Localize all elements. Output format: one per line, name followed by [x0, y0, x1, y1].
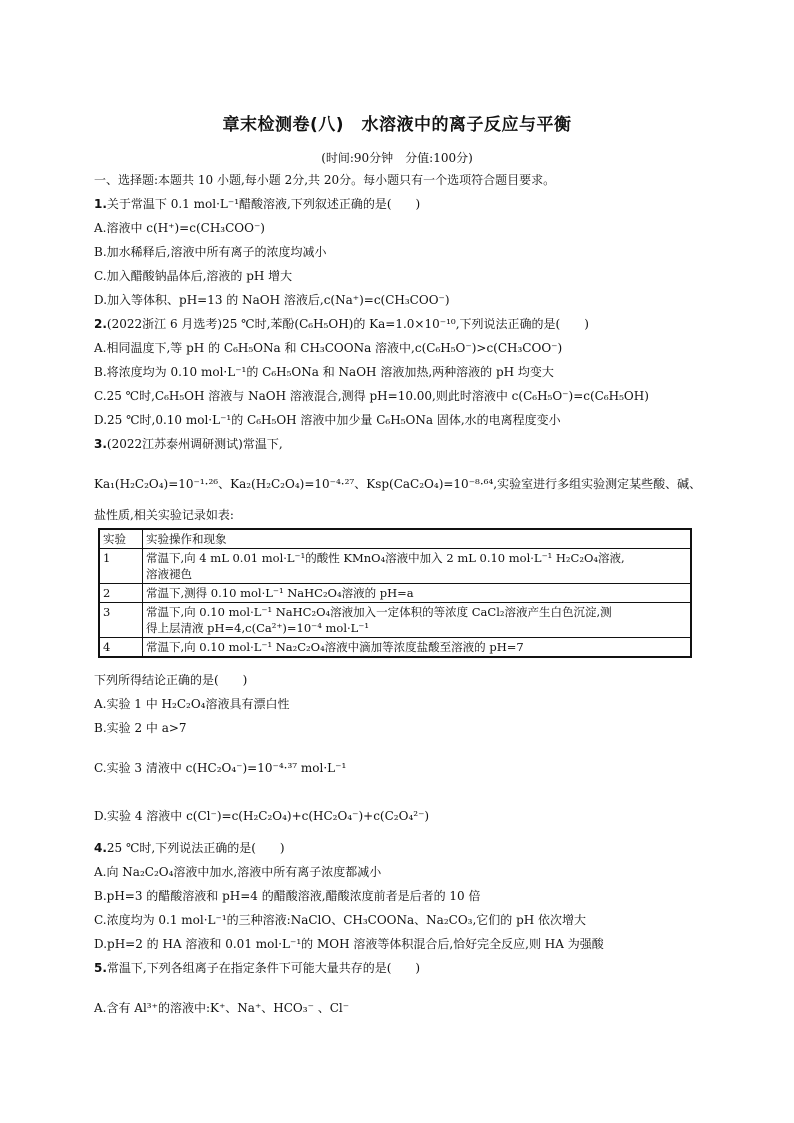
question-number: 4. [94, 841, 107, 855]
table-cell-line: 常温下,向 0.10 mol·L⁻¹ Na₂C₂O₄溶液中滴加等浓度盐酸至溶液的 pH=7 [146, 640, 524, 654]
question-text: 关于常温下 0.1 mol·L⁻¹醋酸溶液,下列叙述正确的是( ) [106, 197, 421, 211]
q3-option-b: B.实验 2 中 a>7 [94, 721, 187, 735]
question-4-stem [94, 840, 714, 856]
question-5-stem [94, 960, 714, 976]
q1-option-c: C.加入醋酸钠晶体后,溶液的 pH 增大 [94, 269, 293, 283]
question-number: 5. [94, 961, 107, 975]
exam-time-score: (时间:90分钟 分值:100分) [321, 151, 473, 165]
q3-constants: Ka₁(H₂C₂O₄)=10⁻¹·²⁶、Ka₂(H₂C₂O₄)=10⁻⁴·²⁷、Ksp(CaC₂O₄)=10⁻⁸·⁶⁴,实验室进行多组实验测定某些酸、碱、 [94, 477, 702, 491]
question-text: 25 ℃时,下列说法正确的是( ) [106, 841, 285, 855]
q1-option-d: D.加入等体积、pH=13 的 NaOH 溶液后,c(Na⁺)=c(CH₃COO⁻) [94, 293, 450, 307]
q3-stem-continued: 盐性质,相关实验记录如表: [94, 508, 234, 522]
table-cell-id: 4 [99, 638, 143, 658]
table-row [99, 638, 691, 658]
question-1-stem [94, 196, 714, 212]
question-2-stem [94, 316, 714, 332]
table-header-row [99, 529, 691, 549]
experiment-table [98, 528, 692, 658]
table-cell-id: 3 [99, 603, 143, 638]
table-cell-line: 溶液褪色 [146, 567, 192, 581]
q4-option-a: A.向 Na₂C₂O₄溶液中加水,溶液中所有离子浓度都减小 [94, 865, 382, 879]
q4-option-c: C.浓度均为 0.1 mol·L⁻¹的三种溶液:NaClO、CH₃COONa、Na₂CO₃,它们的 pH 依次增大 [94, 913, 587, 927]
table-row [99, 549, 691, 584]
table-cell-desc [143, 549, 692, 584]
table-cell-id: 2 [99, 584, 143, 603]
table-cell-line: 得上层清液 pH=4,c(Ca²⁺)=10⁻⁴ mol·L⁻¹ [146, 621, 369, 635]
table-row [99, 603, 691, 638]
page-title: 章末检测卷(八) 水溶液中的离子反应与平衡 [222, 115, 572, 135]
table-cell-desc [143, 603, 692, 638]
table-cell-desc [143, 584, 692, 603]
q2-option-b: B.将浓度均为 0.10 mol·L⁻¹的 C₆H₅ONa 和 NaOH 溶液加热,两种溶液的 pH 均变大 [94, 365, 554, 379]
table-row [99, 584, 691, 603]
question-number: 2. [94, 317, 107, 331]
table-cell-line: 常温下,向 4 mL 0.01 mol·L⁻¹的酸性 KMnO₄溶液中加入 2 mL 0.10 mol·L⁻¹ H₂C₂O₄溶液, [146, 551, 625, 565]
q2-option-d: D.25 ℃时,0.10 mol·L⁻¹的 C₆H₅OH 溶液中加少量 C₆H₅ONa 固体,水的电离程度变小 [94, 413, 561, 427]
q5-option-a: A.含有 Al³⁺的溶液中:K⁺、Na⁺、HCO₃⁻ 、Cl⁻ [94, 1001, 350, 1015]
q3-option-d: D.实验 4 溶液中 c(Cl⁻)=c(H₂C₂O₄)+c(HC₂O₄⁻)+c(C₂O₄²⁻) [94, 809, 430, 823]
q1-option-b: B.加水稀释后,溶液中所有离子的浓度均减小 [94, 245, 327, 259]
table-cell-line: 常温下,向 0.10 mol·L⁻¹ NaHC₂O₄溶液加入一定体积的等浓度 CaCl₂溶液产生白色沉淀,测 [146, 605, 612, 619]
question-text: (2022江苏泰州调研测试)常温下, [106, 437, 283, 451]
question-text: 常温下,下列各组离子在指定条件下可能大量共存的是( ) [106, 961, 421, 975]
q4-option-b: B.pH=3 的醋酸溶液和 pH=4 的醋酸溶液,醋酸浓度前者是后者的 10 倍 [94, 889, 481, 903]
question-number: 1. [94, 197, 107, 211]
q3-conclusion: 下列所得结论正确的是( ) [94, 673, 248, 687]
section-heading: 一、选择题:本题共 10 小题,每小题 2分,共 20分。每小题只有一个选项符合题目要求。 [94, 173, 556, 187]
table-cell-line: 常温下,测得 0.10 mol·L⁻¹ NaHC₂O₄溶液的 pH=a [146, 586, 414, 600]
q3-option-c: C.实验 3 清液中 c(HC₂O₄⁻)=10⁻⁴·³⁷ mol·L⁻¹ [94, 761, 347, 775]
q3-option-a: A.实验 1 中 H₂C₂O₄溶液具有漂白性 [94, 697, 290, 711]
q2-option-c: C.25 ℃时,C₆H₅OH 溶液与 NaOH 溶液混合,测得 pH=10.00,则此时溶液中 c(C₆H₅O⁻)=c(C₆H₅OH) [94, 389, 649, 403]
question-text: (2022浙江 6 月选考)25 ℃时,苯酚(C₆H₅OH)的 Ka=1.0×10⁻¹⁰,下列说法正确的是( ) [106, 317, 589, 331]
table-header-cell: 实验操作和现象 [143, 529, 692, 549]
question-number: 3. [94, 437, 107, 451]
table-header-cell: 实验 [99, 529, 143, 549]
q4-option-d: D.pH=2 的 HA 溶液和 0.01 mol·L⁻¹的 MOH 溶液等体积混合后,恰好完全反应,则 HA 为强酸 [94, 937, 604, 951]
table-cell-desc [143, 638, 692, 658]
q2-option-a: A.相同温度下,等 pH 的 C₆H₅ONa 和 CH₃COONa 溶液中,c(C₆H₅O⁻)>c(CH₃COO⁻) [94, 341, 563, 355]
question-3-stem [94, 436, 714, 452]
table-cell-id: 1 [99, 549, 143, 584]
q1-option-a: A.溶液中 c(H⁺)=c(CH₃COO⁻) [94, 221, 265, 235]
